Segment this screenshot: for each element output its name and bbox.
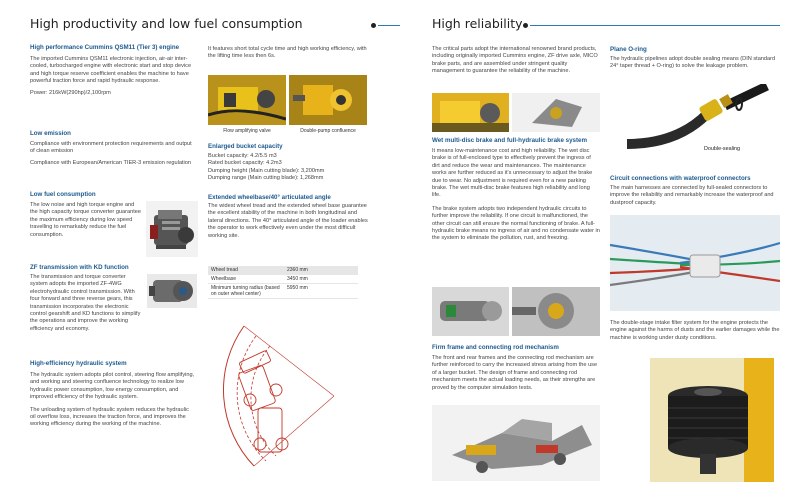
brake-part-photo-2: [512, 93, 600, 132]
spec-label: Wheel tread: [208, 266, 284, 275]
turning-radius-diagram: [214, 316, 354, 476]
engine-body: The imported Cummins QSM11 electronic injection, air-air inter-cooled, turbocharged engine with electronic start and stop device and high torque reserve coefficient enables the machine to have powerful traction force and rapid hydraulic response.: [30, 56, 192, 85]
left-page-title: High productivity and low fuel consumption: [30, 16, 303, 31]
bucket-line-4: Dumping range (Main cutting blade): 1,268mm: [208, 175, 324, 182]
hydraulic-section: [30, 360, 195, 429]
spec-value: 3450 mm: [284, 275, 358, 284]
intake-filter-photo: [650, 358, 774, 482]
brake-body-2: The brake system adopts two independent hydraulic circuits to further improve the reliability. If one circuit is malfunctioned, the other circuit can still ensure the normal functioning of brake. A full-hydraulic brake means no ingress of air and no condensate water in the system to eliminate the pollution, rust, and freezing.: [432, 205, 600, 242]
frame-heading: Firm frame and connecting rod mechanism: [432, 344, 559, 351]
spec-value: 2360 mm: [284, 266, 358, 275]
bucket-section: [208, 143, 368, 183]
oring-body: The hydraulic pipelines adopt double sealing means (DIN standard 24° taper thread + O-ring) to solve the leakage problem.: [610, 56, 776, 70]
circuit-body: The main harnesses are connected by full-sealed connectors to improve the reliability and remarkably increase the waterproof and dustproof capacity.: [610, 185, 774, 206]
transmission-photo: [147, 274, 197, 308]
table-row: [208, 284, 358, 299]
frame-body: The front and rear frames and the connecting rod mechanism are further reinforced to carry the increased stress arising from the use of a larger bucket. The design of frame and connecting rod mechanism meets the actual loading needs, as their strengths are proved by the computer simulation tests.: [432, 355, 598, 391]
double-sealing-label: Double-sealing: [704, 146, 740, 152]
bucket-line-1: Bucket capacity: 4.2/5.5 m3: [208, 153, 277, 159]
oring-heading: Plane O-ring: [610, 46, 647, 53]
right-page-title: High reliability: [432, 16, 523, 31]
brake-section: [432, 137, 600, 243]
flow-valve-caption: Flow amplifying valve: [223, 128, 271, 134]
bucket-heading: Enlarged bucket capacity: [208, 143, 283, 150]
intro-text: The critical parts adopt the international renowned brand products, including originally imported Cummins engine, ZF drive axle, MICO brake parts, and are assembled under stringent quality management to guarantee the reliability of the machine.: [432, 46, 598, 75]
wheelbase-body: The widest wheel tread and the extended wheel base guarantee the excellent stability of the machine in both longitudinal and lateral directions. The 40° articulated angle of the loader enables the operator to work effectively even under the most difficult working site.: [208, 203, 368, 239]
brake-body-1: It means low-maintenance cost and high reliability. The wet disc brake is of full-enclosed type to effectively prevent the ingress of dirt and reduce the wear and maintenances. The maintenance works are further reduced as it's unnecessary to adjust the brake due to wear. No adjustment is required even for a new parking brake. The wet multi-disc brake features high reliability and long life.: [432, 148, 593, 199]
fuel-body: The low noise and high torque engine and the high capacity torque converter guarantee the maximum efficiency during low speed travelling to remarkably reduce the fuel consumption.: [30, 202, 142, 238]
filter-text: The double-stage intake filter system for the engine protects the engine against the harms of dusts and the earlier damages while the machine is working under dusty conditions.: [610, 320, 780, 341]
title-rule-left: [378, 25, 400, 26]
double-pump-caption: Double-pump confluence: [300, 128, 356, 134]
double-sealing-photo: [617, 84, 775, 154]
emission-heading: Low emission: [30, 130, 71, 137]
fuel-section: [30, 191, 142, 239]
engine-heading: High performance Cummins QSM11 (Tier 3) engine: [30, 44, 180, 51]
cycle-time-text: It features short total cycle time and high working efficiency, with the lifting time less then 6s.: [208, 46, 367, 60]
title-rule-right: [530, 25, 780, 26]
frame-rendering: [432, 405, 600, 481]
emission-body-2: Compliance with European/American TIER-3 emission regulation: [30, 159, 191, 166]
frame-section: [432, 344, 600, 392]
hydraulic-heading: High-efficiency hydraulic system: [30, 360, 127, 367]
engine-power: Power: 216kW(290hp)/2,100rpm: [30, 89, 111, 96]
oring-section: [610, 46, 780, 71]
engine-photo: [146, 201, 198, 257]
emission-body-1: Compliance with environment protection requirements and output of clean emission: [30, 141, 192, 155]
spec-value: 5950 mm: [284, 284, 358, 299]
title-bullet: [371, 23, 376, 28]
zf-section: [30, 264, 142, 272]
brake-heading: Wet multi-disc brake and full-hydraulic brake system: [432, 137, 587, 144]
fuel-heading: Low fuel consumption: [30, 191, 96, 198]
brake-system-photo-1: [432, 287, 509, 336]
flow-valve-photo: [208, 75, 286, 125]
emission-section: [30, 130, 195, 167]
bucket-line-2: Rated bucket capacity: 4.2m3: [208, 160, 282, 167]
brake-part-photo-1: [432, 93, 509, 132]
connectors-photo: [610, 215, 780, 311]
double-pump-photo: [289, 75, 367, 125]
wheelbase-heading: Extended wheelbase/40° articulated angle: [208, 194, 331, 201]
engine-section: [30, 44, 195, 97]
brake-system-photo-2: [512, 287, 600, 336]
zf-heading: ZF transmission with KD function: [30, 264, 129, 271]
zf-body-wrap: [30, 274, 198, 333]
spec-label: Minimum turning radius (based on outer wheel center): [208, 284, 284, 299]
circuit-heading: Circuit connections with waterproof connectors: [610, 175, 751, 182]
bucket-line-3: Dumping height (Main cutting blade): 3,200mm: [208, 167, 325, 174]
table-row: [208, 266, 358, 275]
hydraulic-body-1: The hydraulic system adopts pilot control, steering flow amplifying, and working and steering confluence technology to realize low hydraulic power consumption, low energy consumption, and improved efficiency of the hydraulic system.: [30, 372, 195, 401]
zf-body: The transmission and torque converter system adopts the imported ZF-4WG electrohydraulic control transmission. With four forward and three reverse gears, this transmission incorporates the electronic control gearshift and KD functions to simplify the operations and improve the working efficiency and economy.: [30, 274, 141, 332]
circuit-section: [610, 175, 780, 207]
spec-label: Wheelbase: [208, 275, 284, 284]
table-row: [208, 275, 358, 284]
hydraulic-body-2: The unloading system of hydraulic system reduces the hydraulic oil overflow loss, increases the traction force, and improves the working efficiency during the working of the machine.: [30, 406, 189, 428]
wheelbase-section: [208, 194, 368, 240]
spec-table: [208, 266, 358, 299]
title-bullet: [523, 23, 528, 28]
